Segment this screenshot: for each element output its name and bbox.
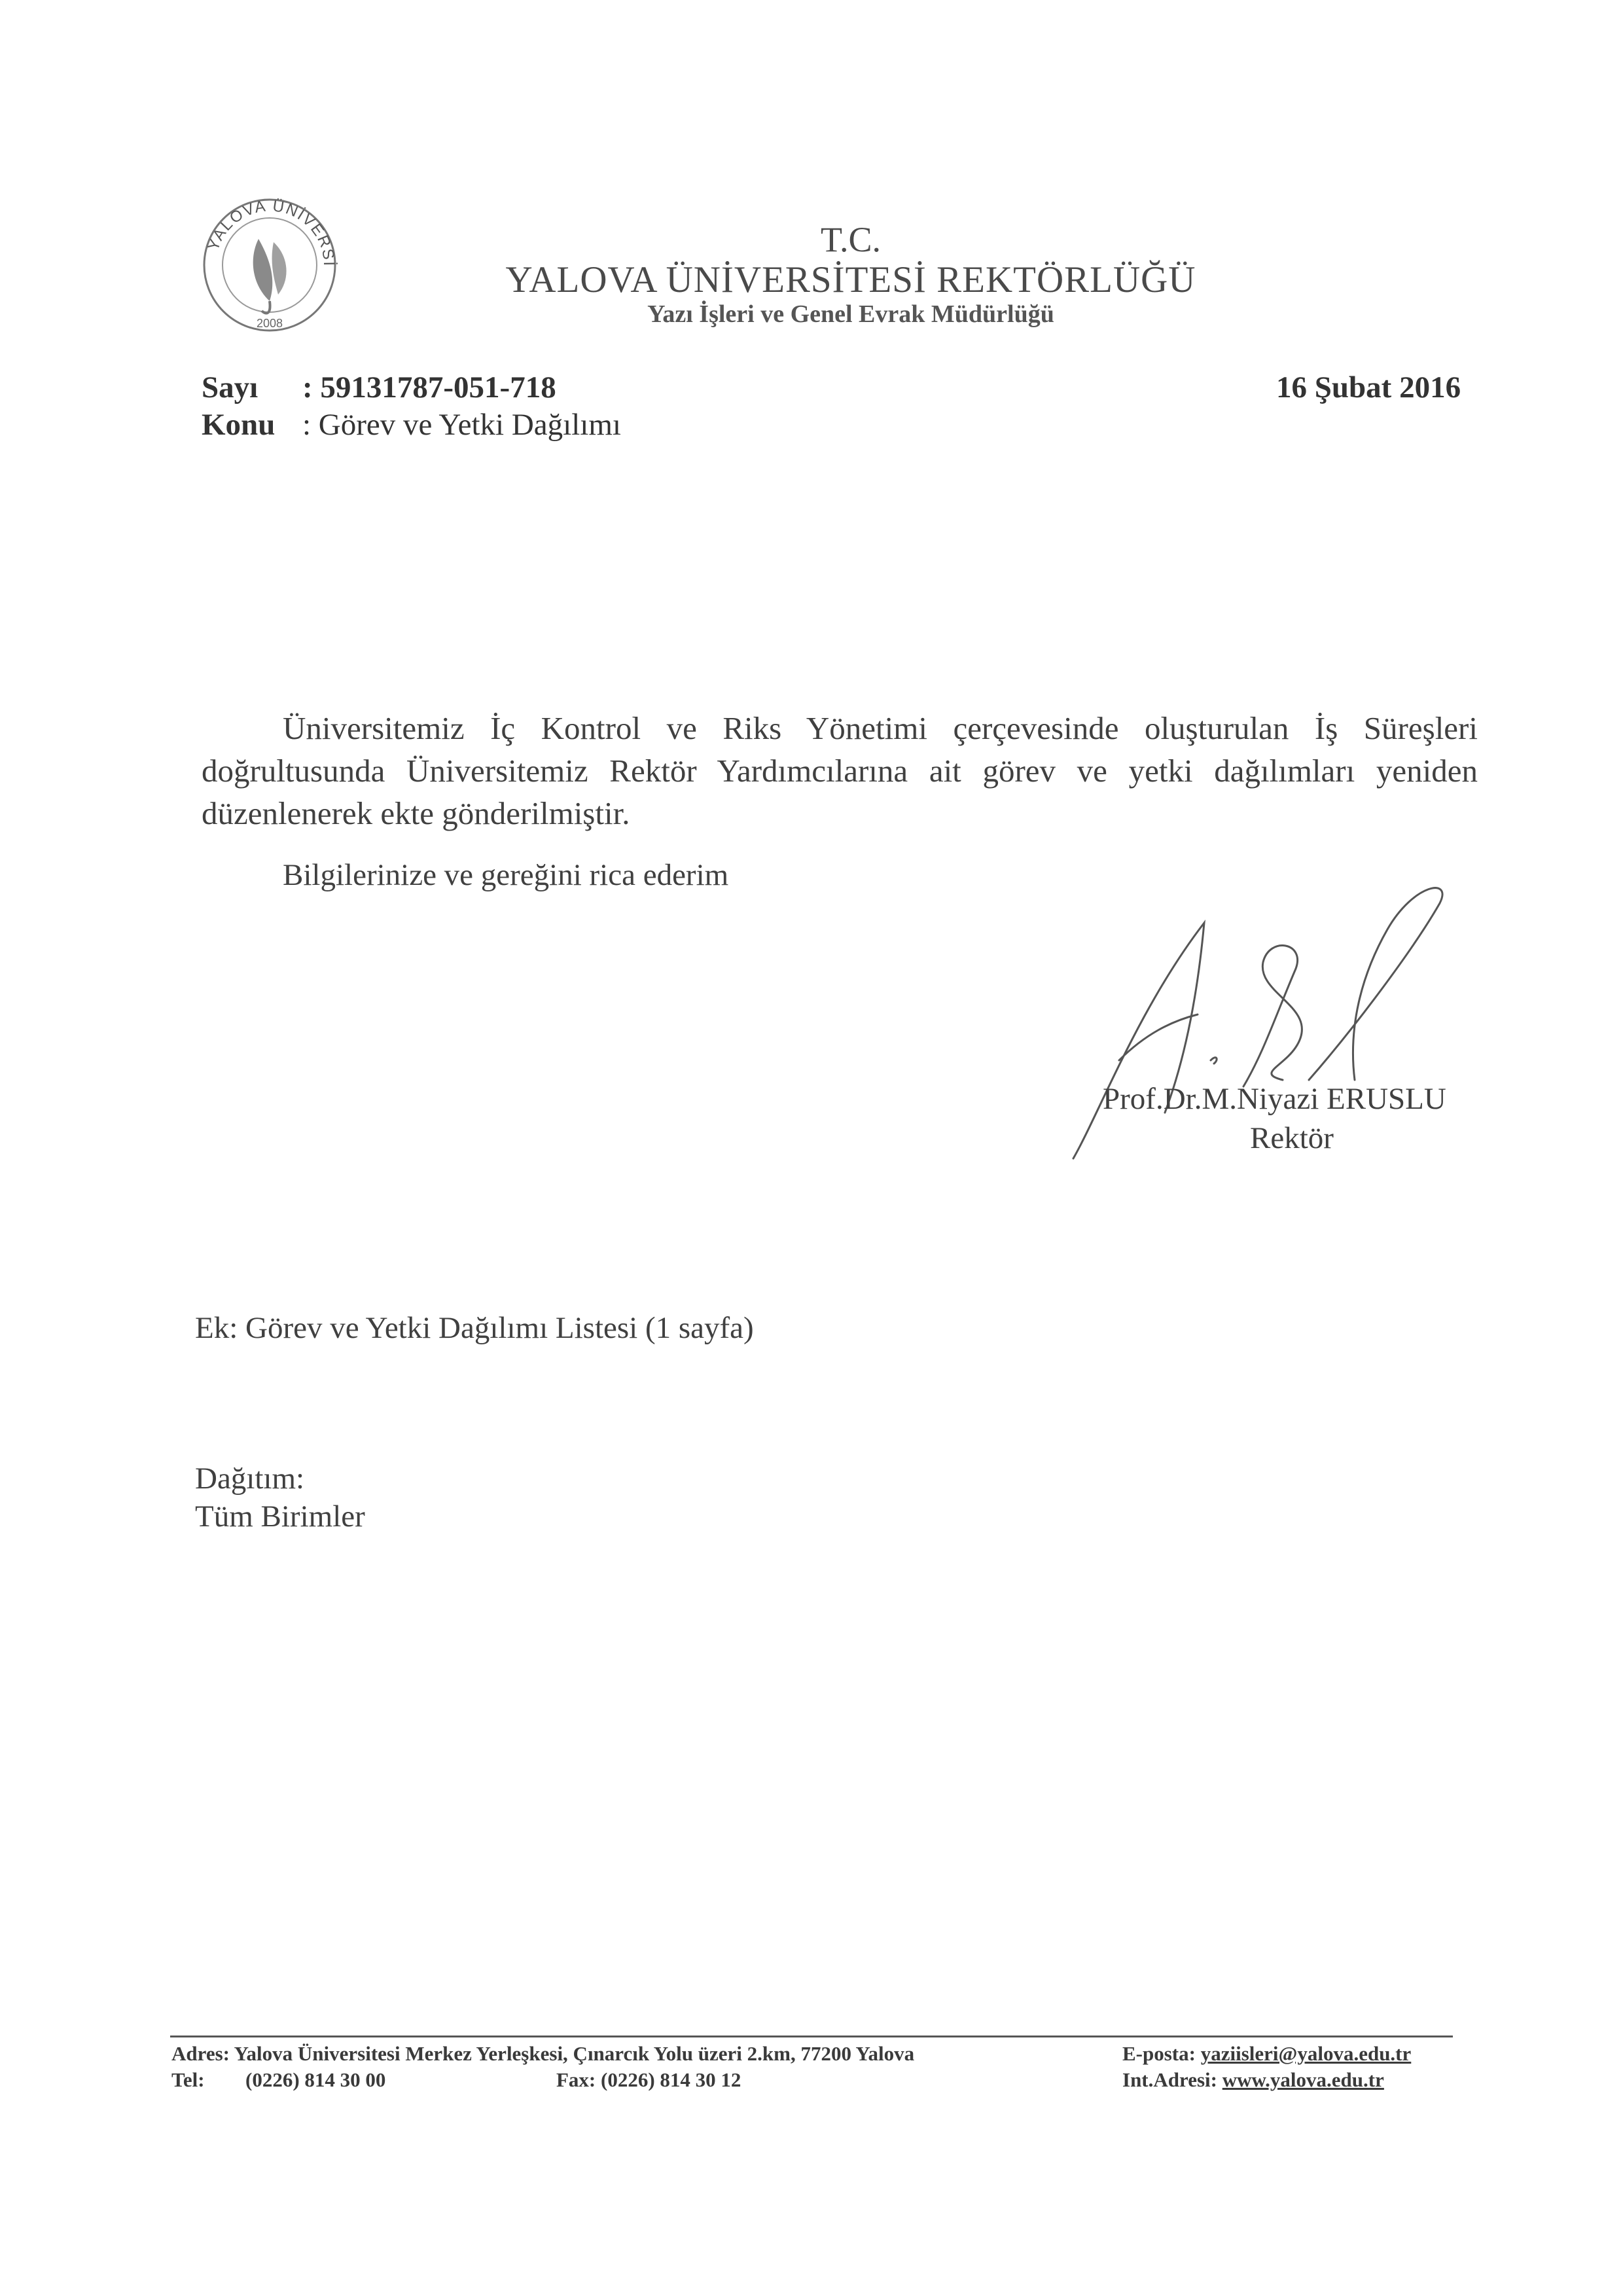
header-tc: T.C. xyxy=(821,220,881,259)
body-paragraph-2: Bilgilerinize ve gereğini rica ederim xyxy=(283,858,729,892)
footer-web xyxy=(1122,2068,1384,2092)
footer-web-link[interactable]: www.yalova.edu.tr xyxy=(1222,2068,1384,2091)
sayi-value: : 59131787-051-718 xyxy=(302,370,556,404)
footer-divider xyxy=(170,2036,1453,2037)
header-university: YALOVA ÜNİVERSİTESİ REKTÖRLÜĞÜ xyxy=(505,259,1196,300)
footer-tel: (0226) 814 30 00 xyxy=(245,2068,386,2091)
svg-text:YALOVA ÜNİVERSİTESİ: YALOVA ÜNİVERSİ xyxy=(204,197,338,268)
footer-email xyxy=(1122,2042,1411,2066)
sayi-label: Sayı xyxy=(202,370,259,404)
footer-web-label: Int.Adresi: xyxy=(1122,2068,1217,2091)
konu-label: Konu xyxy=(202,408,276,442)
document-date: 16 Şubat 2016 xyxy=(1276,370,1461,404)
distribution-value: Tüm Birimler xyxy=(195,1499,365,1534)
attachment-line: Ek: Görev ve Yetki Dağılımı Listesi (1 sayfa) xyxy=(195,1311,754,1345)
signatory-name: Prof.Dr.M.Niyazi ERUSLU xyxy=(1103,1082,1446,1116)
konu-value: : Görev ve Yetki Dağılımı xyxy=(302,408,621,442)
signatory-title: Rektör xyxy=(1250,1121,1334,1155)
footer-email-label: E-posta: xyxy=(1122,2042,1196,2065)
footer-email-link[interactable]: yaziisleri@yalova.edu.tr xyxy=(1200,2042,1412,2065)
body-paragraph-1: Üniversitemiz İç Kontrol ve Riks Yönetimi çerçevesinde oluşturulan İş Süreşleri doğrultusunda Üniversitemiz Rektör Yardımcılarına ait görev ve yetki dağılımları yeniden düzenlenerek ekte gönderilmiştir. xyxy=(202,710,1478,831)
footer-tel-label: Tel: xyxy=(171,2068,205,2091)
svg-text:2008: 2008 xyxy=(256,317,283,330)
header-unit: Yazı İşleri ve Genel Evrak Müdürlüğü xyxy=(647,300,1054,328)
footer-address: Adres: Yalova Üniversitesi Merkez Yerleşkesi, Çınarcık Yolu üzeri 2.km, 77200 Yalova xyxy=(171,2042,915,2065)
footer-fax: Fax: (0226) 814 30 12 xyxy=(556,2068,741,2091)
distribution-label: Dağıtım: xyxy=(195,1462,305,1496)
